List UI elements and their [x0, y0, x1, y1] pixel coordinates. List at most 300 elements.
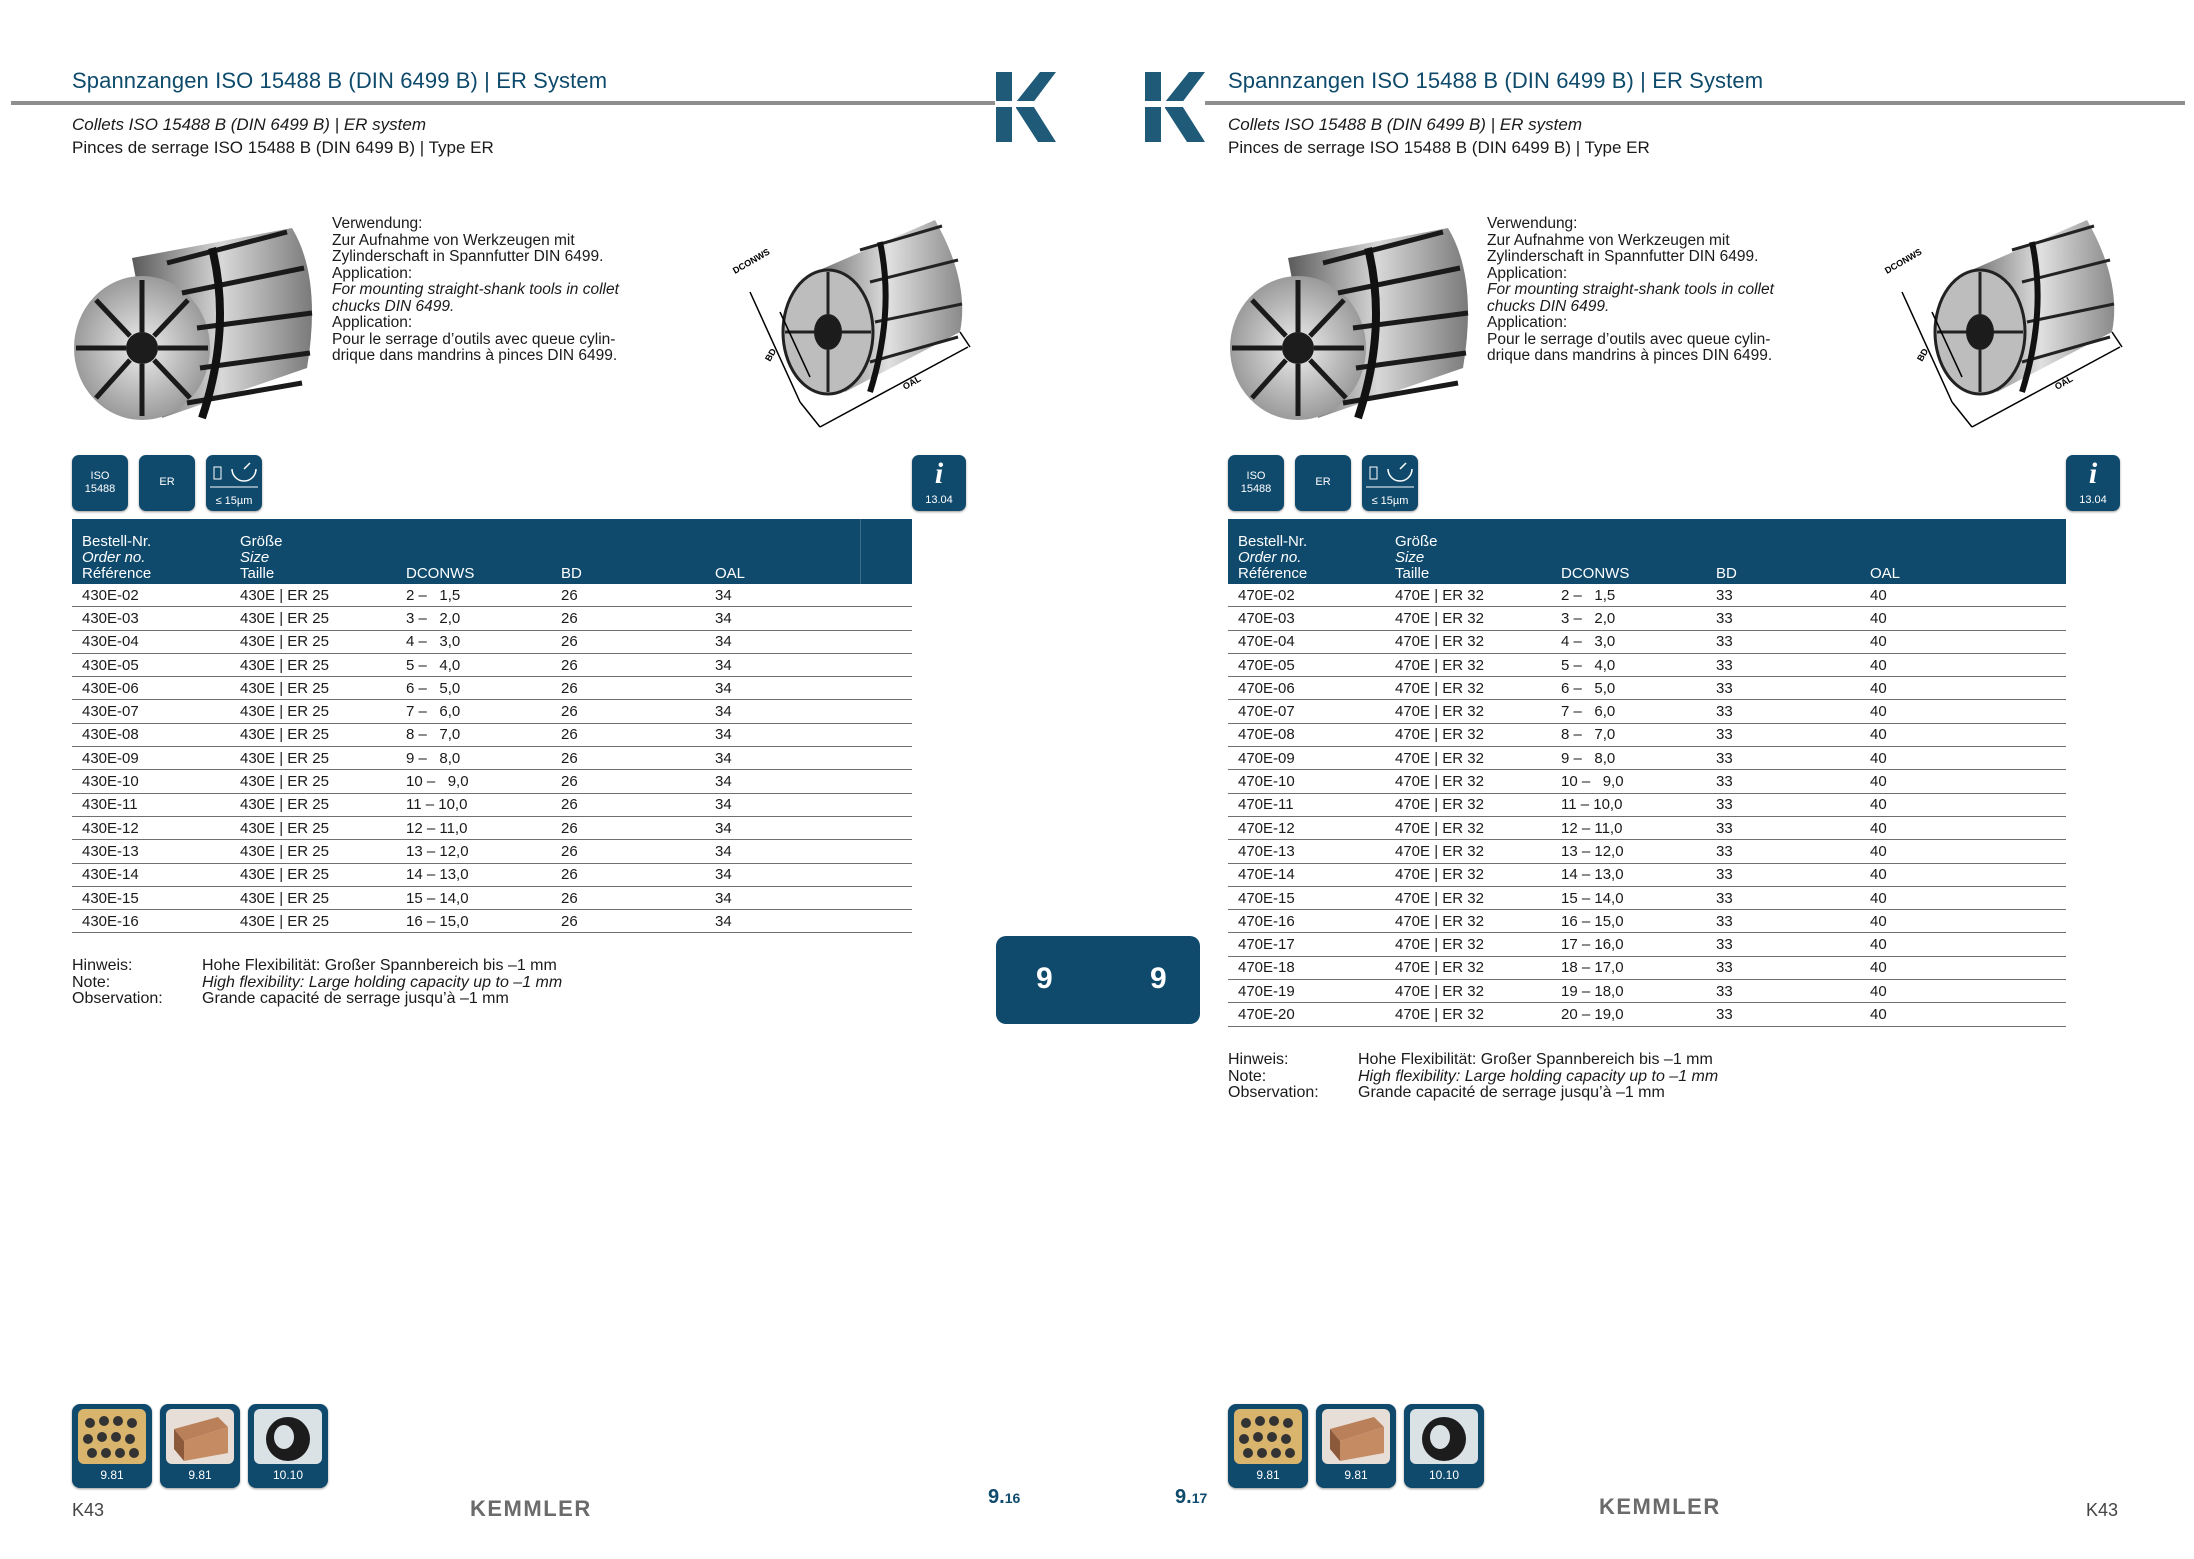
- right-page: [1097, 0, 2194, 1559]
- collet-dimension-drawing: [1872, 212, 2132, 442]
- er-icon: [139, 455, 195, 511]
- order-no-cell: 430E-11: [72, 793, 230, 816]
- dconws-cell: 15 – 14,0: [1551, 886, 1706, 909]
- iso-icon-text: 15488: [84, 483, 116, 495]
- page-title: Spannzangen ISO 15488 B (DIN 6499 B) | ER System: [1228, 68, 1764, 93]
- dconws-cell: 9 – 8,0: [1551, 747, 1706, 770]
- accessory-collet-holder-tile[interactable]: [72, 1404, 152, 1488]
- table-row: [1228, 910, 2066, 933]
- bd-cell: 26: [551, 816, 705, 839]
- collet-photo: [1228, 218, 1478, 428]
- runout-gauge-icon: [1362, 455, 1418, 511]
- empty-cell: [860, 653, 912, 676]
- bd-cell: 33: [1706, 584, 1860, 607]
- table-row: [1228, 956, 2066, 979]
- bd-cell: 26: [551, 793, 705, 816]
- subtitle-en: Collets ISO 15488 B (DIN 6499 B) | ER system: [72, 115, 426, 134]
- empty-cell: [860, 584, 912, 607]
- accessory-collet-holder-tile[interactable]: [1228, 1404, 1308, 1488]
- oal-label: OAL: [901, 373, 923, 392]
- table-row: [72, 653, 912, 676]
- table-row: [72, 607, 912, 630]
- dconws-cell: 8 – 7,0: [396, 723, 551, 746]
- collet-table: [72, 519, 912, 933]
- table-row: [1228, 700, 2066, 723]
- bd-cell: 26: [551, 653, 705, 676]
- order-no-cell: 470E-05: [1228, 653, 1385, 676]
- dconws-cell: 12 – 11,0: [1551, 816, 1706, 839]
- accessory-wooden-box-tile[interactable]: [1316, 1404, 1396, 1488]
- order-no-cell: 470E-13: [1228, 840, 1385, 863]
- er-icon-text: ER: [1315, 476, 1331, 488]
- dconws-cell: 3 – 2,0: [1551, 607, 1706, 630]
- desc-en-heading: Application:: [1487, 264, 1568, 282]
- oal-cell: 40: [1860, 653, 2066, 676]
- size-cell: 470E | ER 32: [1385, 584, 1551, 607]
- empty-cell: [860, 607, 912, 630]
- size-cell: 430E | ER 25: [230, 723, 396, 746]
- page-title: Spannzangen ISO 15488 B (DIN 6499 B) | ER System: [72, 68, 608, 93]
- page-number: 9.17: [1175, 1486, 1208, 1508]
- desc-en-heading: Application:: [332, 264, 413, 282]
- bd-cell: 26: [551, 747, 705, 770]
- oal-cell: 34: [705, 630, 860, 653]
- bd-cell: 33: [1706, 863, 1860, 886]
- dconws-cell: 10 – 9,0: [1551, 770, 1706, 793]
- col-dconws: DCONWS: [396, 519, 551, 584]
- dconws-cell: 20 – 19,0: [1551, 1003, 1706, 1026]
- accessory-ref: 10.10: [272, 1468, 304, 1482]
- desc-de-line: Zur Aufnahme von Werkzeugen mit: [1487, 231, 1730, 249]
- oal-cell: 34: [705, 770, 860, 793]
- desc-de-line: Zur Aufnahme von Werkzeugen mit: [332, 231, 575, 249]
- header-rule: [11, 101, 995, 105]
- size-cell: 430E | ER 25: [230, 584, 396, 607]
- clamping-nut-thumbnail: [1410, 1409, 1478, 1464]
- size-cell: 470E | ER 32: [1385, 653, 1551, 676]
- bd-cell: 33: [1706, 840, 1860, 863]
- desc-en-line: For mounting straight-shank tools in collet: [332, 281, 619, 298]
- table-row: [1228, 653, 2066, 676]
- info-ref-text: 13.04: [2079, 494, 2107, 506]
- bd-cell: 33: [1706, 607, 1860, 630]
- dconws-cell: 2 – 1,5: [396, 584, 551, 607]
- dconws-label: DCONWS: [1883, 246, 1924, 276]
- bd-cell: 33: [1706, 677, 1860, 700]
- dconws-cell: 16 – 15,0: [396, 910, 551, 933]
- dconws-cell: 7 – 6,0: [396, 700, 551, 723]
- table-row: [1228, 723, 2066, 746]
- accessory-clamping-nut-tile[interactable]: [1404, 1404, 1484, 1488]
- desc-fr-line: drique dans mandrins à pinces DIN 6499.: [332, 347, 618, 364]
- dconws-cell: 5 – 4,0: [1551, 653, 1706, 676]
- bd-cell: 33: [1706, 910, 1860, 933]
- order-no-cell: 430E-04: [72, 630, 230, 653]
- desc-en-line: chucks DIN 6499.: [1487, 297, 1610, 315]
- note-text-de: Hohe Flexibilität: Großer Spannbereich bis –1 mm: [1358, 1051, 1713, 1068]
- accessory-ref: 9.81: [100, 1468, 124, 1482]
- wooden-box-thumbnail: [166, 1409, 234, 1464]
- note-label-de: Hinweis:: [1228, 1051, 1289, 1068]
- table-row: [1228, 1003, 2066, 1026]
- desc-de-line: Zylinderschaft in Spannfutter DIN 6499.: [332, 248, 604, 265]
- desc-de-line: Zylinderschaft in Spannfutter DIN 6499.: [1487, 248, 1759, 265]
- order-no-cell: 470E-02: [1228, 584, 1385, 607]
- note-text-fr: Grande capacité de serrage jusqu’à –1 mm: [1358, 1084, 1665, 1101]
- col-size: Größe Size Taille: [1385, 519, 1551, 584]
- kemmler-k-logo: [996, 72, 1056, 142]
- dconws-cell: 10 – 9,0: [396, 770, 551, 793]
- table-row: [1228, 770, 2066, 793]
- notes-block: [1228, 1052, 1828, 1104]
- size-cell: 430E | ER 25: [230, 793, 396, 816]
- size-cell: 430E | ER 25: [230, 700, 396, 723]
- note-text-de: Hohe Flexibilität: Großer Spannbereich bis –1 mm: [202, 957, 557, 974]
- oal-cell: 40: [1860, 933, 2066, 956]
- subtitle-en: Collets ISO 15488 B (DIN 6499 B) | ER system: [1228, 115, 1582, 134]
- oal-cell: 40: [1860, 816, 2066, 839]
- table-row: [72, 840, 912, 863]
- dconws-cell: 5 – 4,0: [396, 653, 551, 676]
- empty-cell: [860, 863, 912, 886]
- oal-cell: 40: [1860, 770, 2066, 793]
- collet-holder-thumbnail: [1234, 1409, 1302, 1464]
- oal-cell: 40: [1860, 980, 2066, 1003]
- order-no-cell: 430E-05: [72, 653, 230, 676]
- bd-label: BD: [1915, 346, 1931, 363]
- bd-cell: 26: [551, 840, 705, 863]
- col-empty: [860, 519, 912, 584]
- oal-cell: 40: [1860, 607, 2066, 630]
- order-no-cell: 430E-03: [72, 607, 230, 630]
- oal-cell: 40: [1860, 677, 2066, 700]
- desc-fr-line: drique dans mandrins à pinces DIN 6499.: [1487, 347, 1773, 364]
- oal-cell: 34: [705, 863, 860, 886]
- table-row: [1228, 630, 2066, 653]
- accessory-ref: 9.81: [188, 1468, 212, 1482]
- dconws-cell: 15 – 14,0: [396, 886, 551, 909]
- dconws-cell: 13 – 12,0: [396, 840, 551, 863]
- collet-table: [1228, 519, 2066, 1027]
- catalog-ref: K43: [2086, 1500, 2119, 1520]
- desc-fr-line: Pour le serrage d’outils avec queue cylin-: [1487, 330, 1771, 348]
- info-icon[interactable]: i 13.04: [2066, 455, 2120, 511]
- iso-icon-text: 15488: [1240, 483, 1272, 495]
- oal-cell: 40: [1860, 793, 2066, 816]
- oal-cell: 40: [1860, 956, 2066, 979]
- table-body: [72, 584, 912, 933]
- col-oal: OAL: [705, 519, 860, 584]
- oal-label: OAL: [2053, 373, 2075, 392]
- oal-cell: 34: [705, 910, 860, 933]
- er-icon: [1295, 455, 1351, 511]
- oal-cell: 34: [705, 793, 860, 816]
- order-no-cell: 470E-04: [1228, 630, 1385, 653]
- dconws-cell: 17 – 16,0: [1551, 933, 1706, 956]
- accessory-clamping-nut-tile[interactable]: [248, 1404, 328, 1488]
- bd-cell: 33: [1706, 886, 1860, 909]
- empty-cell: [860, 770, 912, 793]
- info-icon[interactable]: i 13.04: [912, 455, 966, 511]
- oal-cell: 40: [1860, 723, 2066, 746]
- size-cell: 430E | ER 25: [230, 816, 396, 839]
- dconws-cell: 2 – 1,5: [1551, 584, 1706, 607]
- order-no-cell: 470E-03: [1228, 607, 1385, 630]
- col-order-no: Bestell-Nr. Order no. Référence: [1228, 519, 1385, 584]
- bd-cell: 26: [551, 863, 705, 886]
- order-no-cell: 430E-08: [72, 723, 230, 746]
- size-cell: 430E | ER 25: [230, 677, 396, 700]
- table-row: [1228, 816, 2066, 839]
- runout-icon-text: ≤ 15µm: [1371, 495, 1409, 507]
- size-cell: 470E | ER 32: [1385, 700, 1551, 723]
- dconws-cell: 18 – 17,0: [1551, 956, 1706, 979]
- table-header-row: [72, 519, 912, 584]
- order-no-cell: 430E-06: [72, 677, 230, 700]
- order-no-cell: 430E-13: [72, 840, 230, 863]
- notes-block: [72, 958, 672, 1010]
- col-dconws: DCONWS: [1551, 519, 1706, 584]
- empty-cell: [860, 630, 912, 653]
- oal-cell: 40: [1860, 630, 2066, 653]
- oal-cell: 34: [705, 723, 860, 746]
- table-row: [1228, 933, 2066, 956]
- dconws-cell: 12 – 11,0: [396, 816, 551, 839]
- note-text-en: High flexibility: Large holding capacity up to –1 mm: [1358, 1067, 1719, 1085]
- order-no-cell: 430E-15: [72, 886, 230, 909]
- oal-cell: 34: [705, 816, 860, 839]
- table-row: [72, 700, 912, 723]
- dconws-cell: 7 – 6,0: [1551, 700, 1706, 723]
- size-cell: 430E | ER 25: [230, 886, 396, 909]
- order-no-cell: 470E-16: [1228, 910, 1385, 933]
- oal-cell: 34: [705, 840, 860, 863]
- table-row: [72, 910, 912, 933]
- catalog-ref: K43: [72, 1500, 105, 1520]
- oal-cell: 40: [1860, 747, 2066, 770]
- size-cell: 470E | ER 32: [1385, 816, 1551, 839]
- empty-cell: [860, 677, 912, 700]
- note-text-en: High flexibility: Large holding capacity up to –1 mm: [202, 973, 563, 991]
- table-body: [1228, 584, 2066, 1026]
- order-no-cell: 470E-17: [1228, 933, 1385, 956]
- bd-cell: 33: [1706, 653, 1860, 676]
- collet-holder-thumbnail: [78, 1409, 146, 1464]
- bd-cell: 33: [1706, 1003, 1860, 1026]
- chapter-number-right: 9: [1150, 962, 1167, 995]
- size-cell: 430E | ER 25: [230, 840, 396, 863]
- size-cell: 470E | ER 32: [1385, 1003, 1551, 1026]
- iso-15488-icon: [72, 455, 128, 511]
- desc-fr-heading: Application:: [332, 314, 413, 331]
- order-no-cell: 470E-15: [1228, 886, 1385, 909]
- dconws-cell: 9 – 8,0: [396, 747, 551, 770]
- note-label-en: Note:: [1228, 1067, 1267, 1085]
- order-no-cell: 470E-07: [1228, 700, 1385, 723]
- size-cell: 470E | ER 32: [1385, 886, 1551, 909]
- desc-en-line: chucks DIN 6499.: [332, 297, 455, 315]
- clamping-nut-thumbnail: [254, 1409, 322, 1464]
- oal-cell: 40: [1860, 584, 2066, 607]
- bd-cell: 26: [551, 723, 705, 746]
- note-text-fr: Grande capacité de serrage jusqu’à –1 mm: [202, 990, 509, 1007]
- oal-cell: 34: [705, 653, 860, 676]
- table-row: [72, 863, 912, 886]
- table-row: [1228, 793, 2066, 816]
- table-row: [72, 793, 912, 816]
- bd-cell: 26: [551, 630, 705, 653]
- bd-cell: 33: [1706, 770, 1860, 793]
- empty-cell: [860, 793, 912, 816]
- oal-cell: 34: [705, 584, 860, 607]
- table-row: [1228, 607, 2066, 630]
- dconws-cell: 6 – 5,0: [1551, 677, 1706, 700]
- accessory-ref: 9.81: [1344, 1468, 1368, 1482]
- size-cell: 430E | ER 25: [230, 747, 396, 770]
- bd-cell: 33: [1706, 747, 1860, 770]
- desc-fr-heading: Application:: [1487, 314, 1568, 331]
- bd-cell: 26: [551, 770, 705, 793]
- size-cell: 470E | ER 32: [1385, 910, 1551, 933]
- description-block: [332, 216, 662, 365]
- dconws-cell: 13 – 12,0: [1551, 840, 1706, 863]
- dconws-cell: 6 – 5,0: [396, 677, 551, 700]
- brand-wordmark: KEMMLER: [470, 1496, 592, 1521]
- dconws-label: DCONWS: [731, 246, 772, 276]
- oal-cell: 34: [705, 886, 860, 909]
- bd-cell: 33: [1706, 816, 1860, 839]
- size-cell: 470E | ER 32: [1385, 956, 1551, 979]
- empty-cell: [860, 886, 912, 909]
- er-icon-text: ER: [159, 476, 175, 488]
- table-row: [72, 677, 912, 700]
- oal-cell: 34: [705, 677, 860, 700]
- table-row: [72, 723, 912, 746]
- empty-cell: [860, 747, 912, 770]
- desc-en-line: For mounting straight-shank tools in collet: [1487, 281, 1774, 298]
- table-row: [1228, 584, 2066, 607]
- empty-cell: [860, 723, 912, 746]
- oal-cell: 40: [1860, 886, 2066, 909]
- order-no-cell: 470E-20: [1228, 1003, 1385, 1026]
- note-label-fr: Observation:: [72, 990, 163, 1007]
- col-order-no: Bestell-Nr. Order no. Référence: [72, 519, 230, 584]
- chapter-number-left: 9: [1036, 962, 1053, 995]
- size-cell: 470E | ER 32: [1385, 863, 1551, 886]
- col-bd: BD: [1706, 519, 1860, 584]
- order-no-cell: 430E-07: [72, 700, 230, 723]
- header-rule: [1205, 101, 2185, 105]
- kemmler-k-logo: [1145, 72, 1205, 142]
- size-cell: 430E | ER 25: [230, 653, 396, 676]
- dconws-cell: 14 – 13,0: [396, 863, 551, 886]
- empty-cell: [860, 816, 912, 839]
- col-oal: OAL: [1860, 519, 2066, 584]
- bd-cell: 33: [1706, 793, 1860, 816]
- table-row: [1228, 747, 2066, 770]
- order-no-cell: 470E-11: [1228, 793, 1385, 816]
- bd-cell: 26: [551, 677, 705, 700]
- oal-cell: 34: [705, 747, 860, 770]
- bd-label: BD: [763, 346, 779, 363]
- order-no-cell: 430E-12: [72, 816, 230, 839]
- size-cell: 470E | ER 32: [1385, 770, 1551, 793]
- order-no-cell: 470E-12: [1228, 816, 1385, 839]
- order-no-cell: 470E-09: [1228, 747, 1385, 770]
- wooden-box-thumbnail: [1322, 1409, 1390, 1464]
- table-header-row: [1228, 519, 2066, 584]
- size-cell: 470E | ER 32: [1385, 607, 1551, 630]
- oal-cell: 34: [705, 607, 860, 630]
- desc-fr-line: Pour le serrage d’outils avec queue cylin-: [332, 330, 616, 348]
- bd-cell: 33: [1706, 933, 1860, 956]
- dconws-cell: 16 – 15,0: [1551, 910, 1706, 933]
- empty-cell: [860, 700, 912, 723]
- table-row: [72, 747, 912, 770]
- bd-cell: 33: [1706, 630, 1860, 653]
- size-cell: 430E | ER 25: [230, 770, 396, 793]
- oal-cell: 40: [1860, 863, 2066, 886]
- dconws-cell: 4 – 3,0: [396, 630, 551, 653]
- iso-15488-icon: [1228, 455, 1284, 511]
- accessory-ref: 10.10: [1428, 1468, 1460, 1482]
- order-no-cell: 430E-14: [72, 863, 230, 886]
- order-no-cell: 430E-09: [72, 747, 230, 770]
- table-row: [1228, 886, 2066, 909]
- col-size: Größe Size Taille: [230, 519, 396, 584]
- empty-cell: [860, 910, 912, 933]
- desc-de-heading: Verwendung:: [1487, 215, 1578, 232]
- note-label-de: Hinweis:: [72, 957, 133, 974]
- order-no-cell: 430E-16: [72, 910, 230, 933]
- table-row: [72, 630, 912, 653]
- table-row: [1228, 840, 2066, 863]
- bd-cell: 33: [1706, 956, 1860, 979]
- order-no-cell: 470E-18: [1228, 956, 1385, 979]
- size-cell: 430E | ER 25: [230, 607, 396, 630]
- oal-cell: 40: [1860, 840, 2066, 863]
- description-block: [1487, 216, 1817, 365]
- empty-cell: [860, 840, 912, 863]
- dconws-cell: 4 – 3,0: [1551, 630, 1706, 653]
- iso-icon-text: ISO: [1246, 470, 1266, 482]
- order-no-cell: 430E-10: [72, 770, 230, 793]
- size-cell: 470E | ER 32: [1385, 793, 1551, 816]
- brand-wordmark: KEMMLER: [1599, 1494, 1721, 1519]
- size-cell: 470E | ER 32: [1385, 630, 1551, 653]
- oal-cell: 40: [1860, 910, 2066, 933]
- accessory-wooden-box-tile[interactable]: [160, 1404, 240, 1488]
- dconws-cell: 8 – 7,0: [1551, 723, 1706, 746]
- size-cell: 470E | ER 32: [1385, 933, 1551, 956]
- table-row: [1228, 863, 2066, 886]
- dconws-cell: 14 – 13,0: [1551, 863, 1706, 886]
- size-cell: 470E | ER 32: [1385, 747, 1551, 770]
- subtitle-fr: Pinces de serrage ISO 15488 B (DIN 6499 B) | Type ER: [1228, 138, 1650, 157]
- dconws-cell: 19 – 18,0: [1551, 980, 1706, 1003]
- runout-icon-text: ≤ 15µm: [215, 495, 253, 507]
- table-row: [72, 886, 912, 909]
- bd-cell: 33: [1706, 980, 1860, 1003]
- bd-cell: 33: [1706, 700, 1860, 723]
- bd-cell: 26: [551, 584, 705, 607]
- size-cell: 430E | ER 25: [230, 910, 396, 933]
- order-no-cell: 470E-06: [1228, 677, 1385, 700]
- bd-cell: 26: [551, 886, 705, 909]
- bd-cell: 33: [1706, 723, 1860, 746]
- note-label-en: Note:: [72, 973, 111, 991]
- col-bd: BD: [551, 519, 705, 584]
